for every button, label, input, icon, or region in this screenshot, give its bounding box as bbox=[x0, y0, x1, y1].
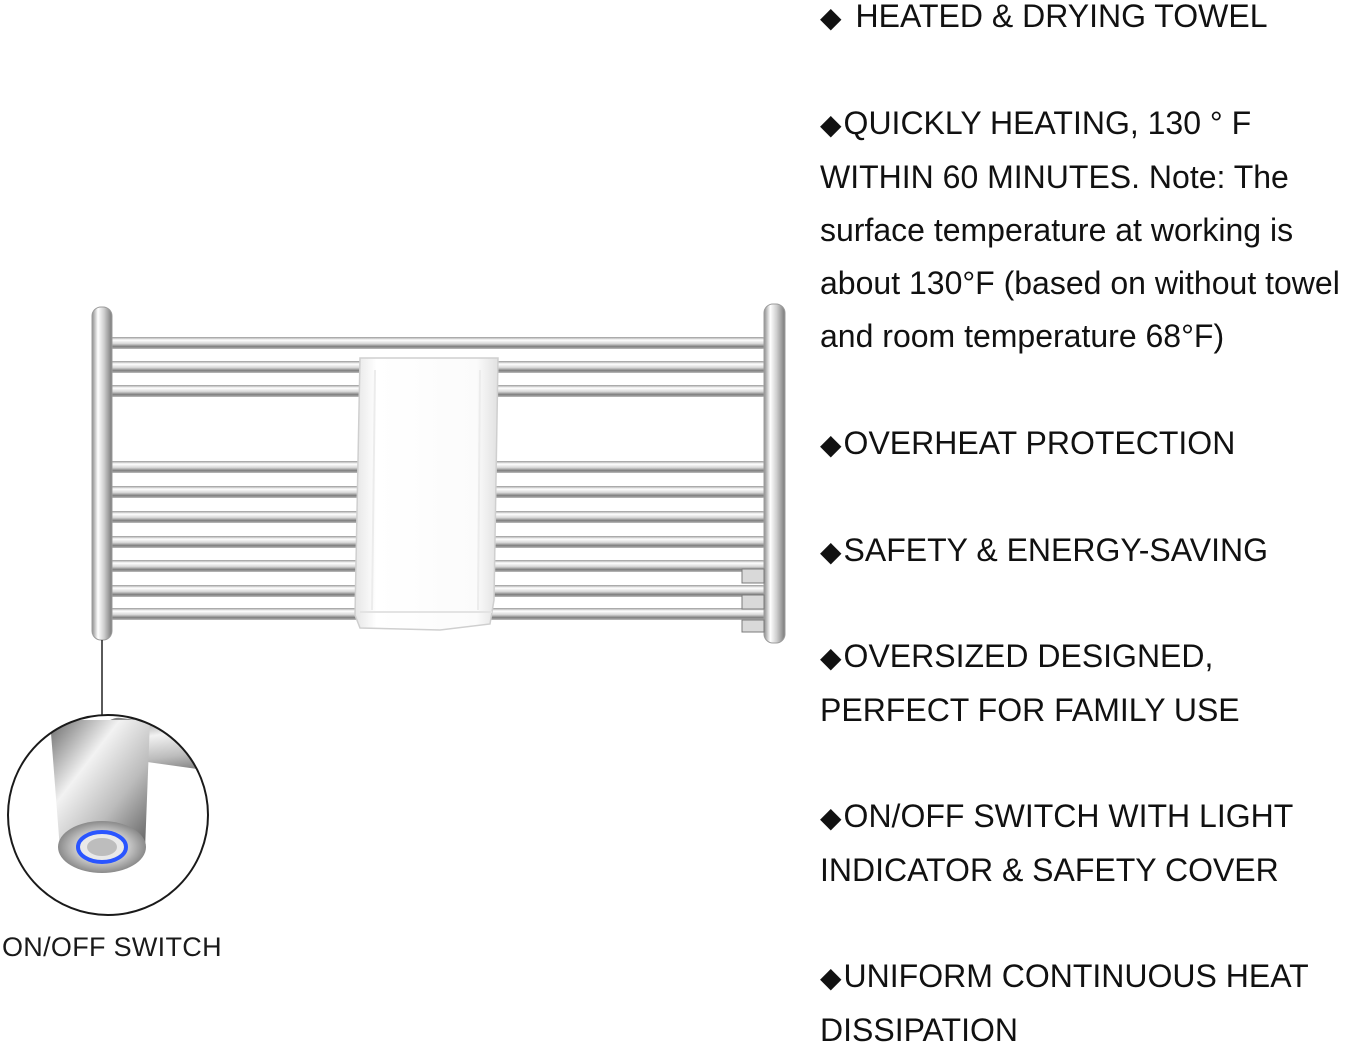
feature-item bbox=[820, 950, 1348, 1057]
diamond-bullet-icon: ◆ bbox=[820, 536, 842, 567]
switch-caption: ON/OFF SWITCH bbox=[2, 932, 222, 962]
rack-bar bbox=[104, 337, 768, 349]
switch-zoom-detail bbox=[8, 715, 242, 915]
feature-item bbox=[820, 790, 1348, 897]
white-towel bbox=[355, 358, 498, 630]
feature-text: QUICKLY HEATING, 130 ° F WITHIN 60 MINUTES. Note: The surface temperature at working is about 130°F (based on without towel and room temperature 68°F) bbox=[820, 105, 1340, 354]
feature-text: OVERHEAT PROTECTION bbox=[843, 425, 1236, 461]
feature-text: OVERSIZED DESIGNED, PERFECT FOR FAMILY USE bbox=[820, 638, 1240, 728]
diamond-bullet-icon: ◆ bbox=[820, 642, 842, 673]
diamond-bullet-icon: ◆ bbox=[820, 429, 842, 460]
diamond-bullet-icon: ◆ bbox=[820, 802, 842, 833]
rack-left-post bbox=[92, 307, 112, 640]
feature-text: ON/OFF SWITCH WITH LIGHT INDICATOR & SAFETY COVER bbox=[820, 798, 1293, 888]
wall-brackets bbox=[742, 569, 764, 632]
diamond-bullet-icon: ◆ bbox=[820, 2, 842, 33]
rack-right-post bbox=[764, 304, 785, 643]
feature-text: SAFETY & ENERGY-SAVING bbox=[843, 532, 1268, 568]
feature-item bbox=[820, 630, 1348, 737]
feature-item bbox=[820, 417, 1348, 471]
diamond-bullet-icon: ◆ bbox=[820, 962, 842, 993]
feature-item bbox=[820, 0, 1348, 44]
feature-item bbox=[820, 524, 1348, 578]
feature-text: HEATED & DRYING TOWEL bbox=[855, 0, 1268, 34]
feature-text: UNIFORM CONTINUOUS HEAT DISSIPATION bbox=[820, 958, 1309, 1048]
feature-item bbox=[820, 97, 1348, 363]
diamond-bullet-icon: ◆ bbox=[820, 109, 842, 140]
